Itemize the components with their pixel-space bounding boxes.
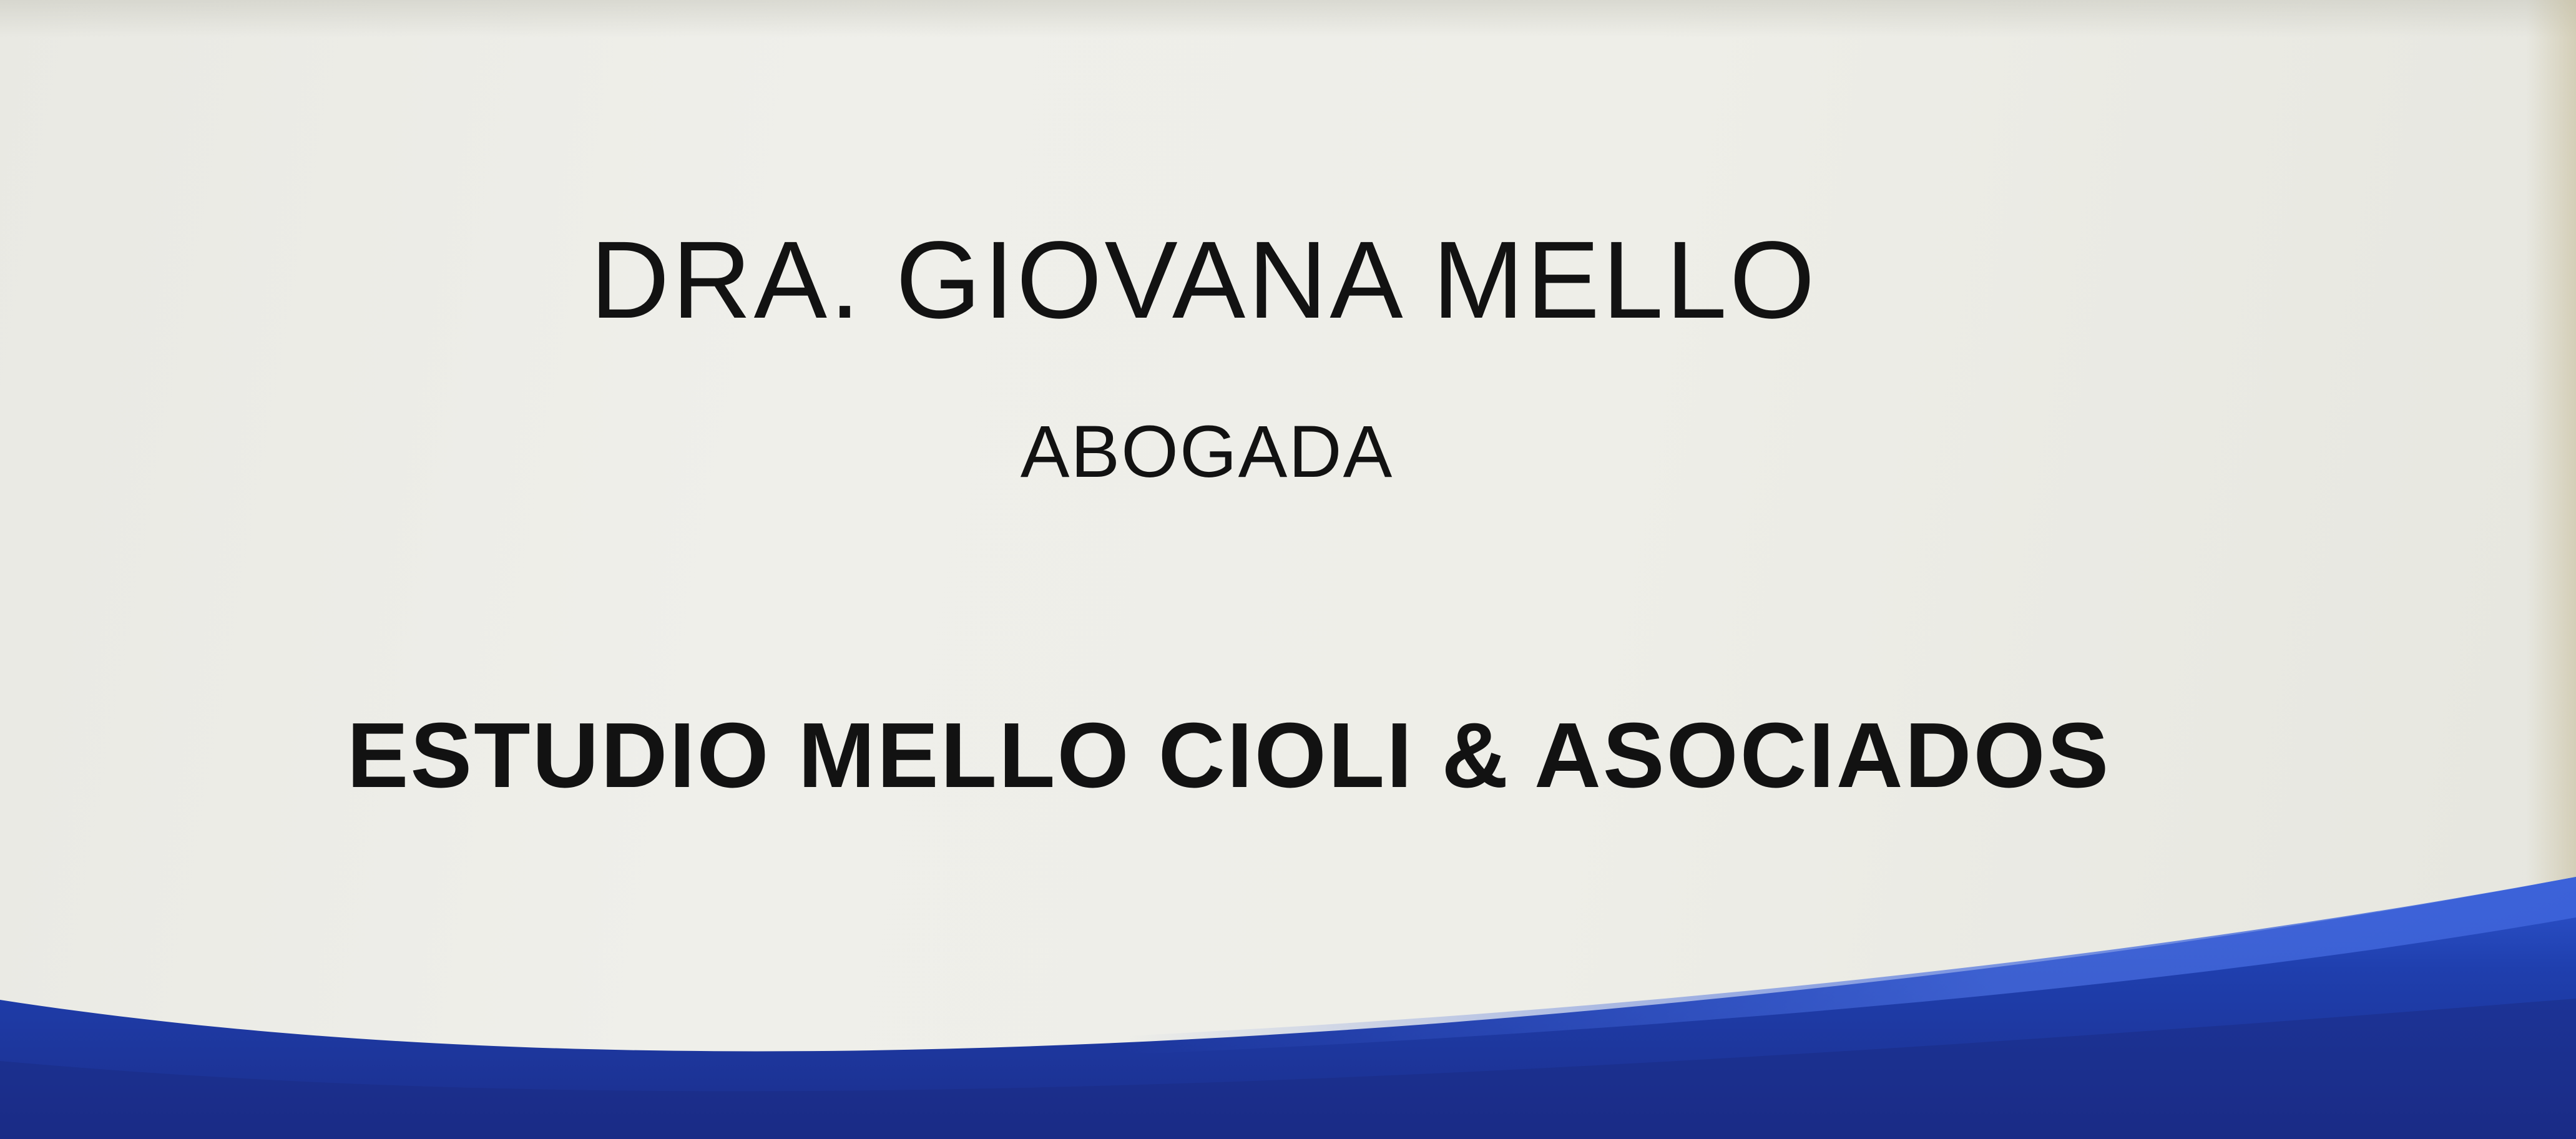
person-name: DRA. GIOVANA MELLO [590,219,1818,341]
firm-name: ESTUDIO MELLO CIOLI & ASOCIADOS [346,704,2111,807]
profession-title: ABOGADA [1020,411,1394,493]
